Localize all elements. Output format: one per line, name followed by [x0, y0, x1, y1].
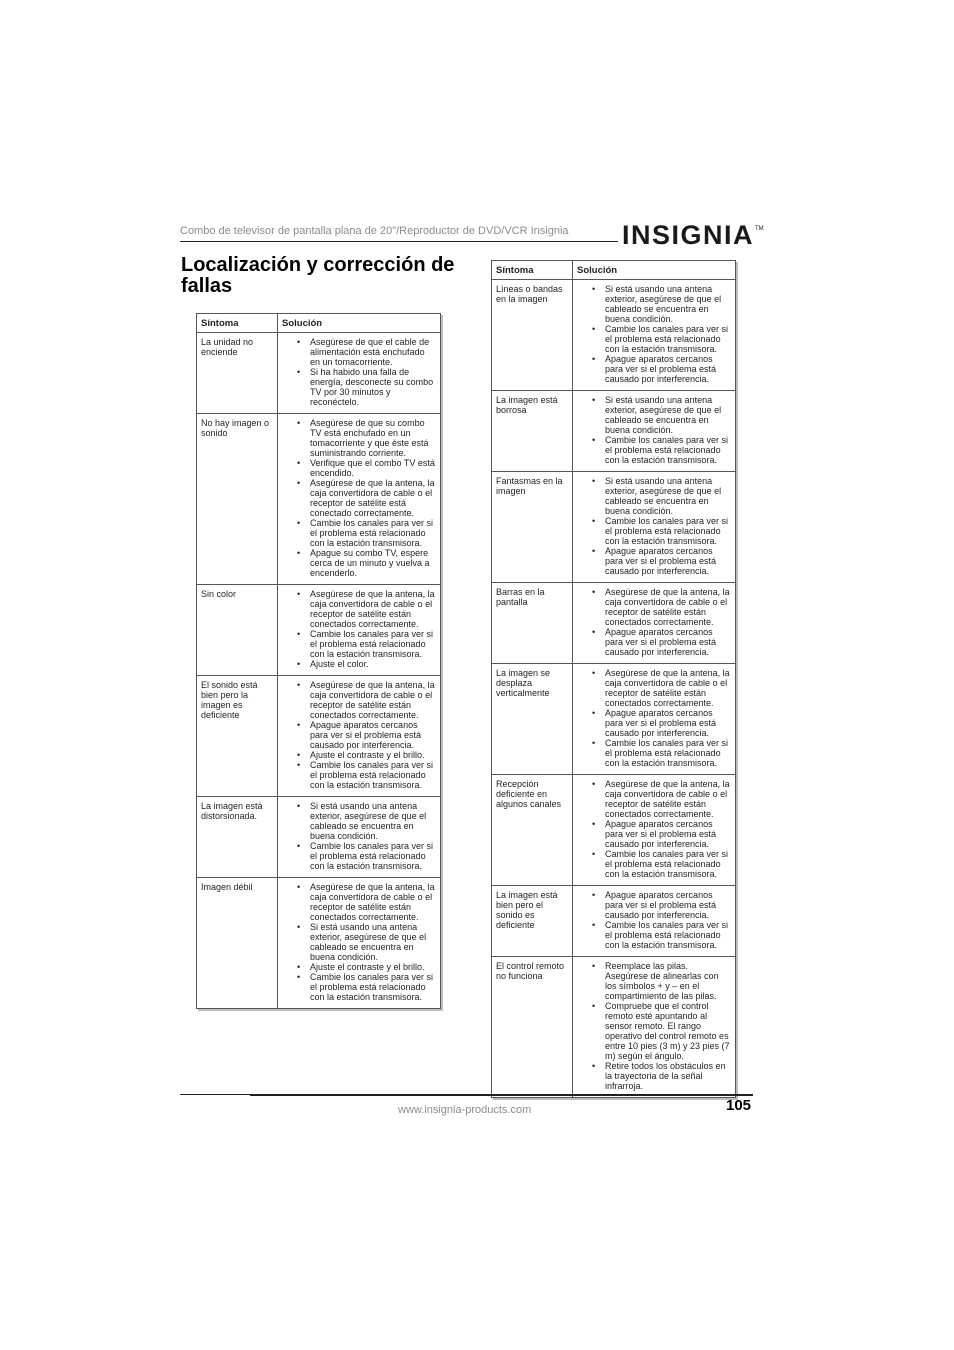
- solution-item: • Asegúrese de que su combo TV está enchufado en un tomacorriente y que éste está suministrando corriente.: [310, 418, 437, 458]
- solution-item: • Cambie los canales para ver si el problema está relacionado con la estación transmisora.: [310, 629, 437, 659]
- troubleshooting-table-left: [196, 313, 441, 1009]
- solution-cell: [278, 676, 441, 797]
- solution-item: • Retire todos los obstáculos en la trayectoria de la señal infrarroja.: [605, 1061, 732, 1091]
- table-row: [492, 472, 736, 583]
- solution-list: [278, 801, 437, 871]
- solution-item: • Cambie los canales para ver si el problema está relacionado con la estación transmisora.: [310, 760, 437, 790]
- solution-item: • Asegúrese de que la antena, la caja convertidora de cable o el receptor de satélite están conectados correctamente.: [310, 882, 437, 922]
- solution-item: • Asegúrese de que la antena, la caja convertidora de cable o el receptor de satélite están conectados correctamente.: [605, 668, 732, 708]
- solution-item: • Reemplace las pilas. Asegúrese de alinearlas con los símbolos + y – en el compartimiento de las pilas.: [605, 961, 732, 1001]
- header-rule: [180, 241, 618, 242]
- solution-cell: [573, 775, 736, 886]
- symptom-cell: El sonido está bien pero la imagen es deficiente: [197, 676, 278, 797]
- table-row: [492, 664, 736, 775]
- page-title: Localización y corrección de fallas: [181, 254, 455, 297]
- solution-item: • Asegúrese de que la antena, la caja convertidora de cable o el receptor de satélite están conectados correctamente.: [310, 589, 437, 629]
- page-number: 105: [726, 1097, 752, 1114]
- solution-item: • Cambie los canales para ver si el problema está relacionado con la estación transmisora.: [310, 518, 437, 548]
- table-body: [197, 333, 441, 1009]
- solution-list: [573, 668, 732, 768]
- solution-list: [278, 418, 437, 578]
- solution-item: • Apague aparatos cercanos para ver si el problema está causado por interferencia.: [605, 819, 732, 849]
- symptom-cell: Imagen débil: [197, 878, 278, 1009]
- solution-list: [278, 337, 437, 407]
- solution-list: [573, 779, 732, 879]
- solution-item: • Apague su combo TV, espere cerca de un minuto y vuelva a encenderlo.: [310, 548, 437, 578]
- symptom-cell: El control remoto no funciona: [492, 957, 573, 1098]
- table-row: [492, 280, 736, 391]
- solution-list: [573, 476, 732, 576]
- solution-item: • Cambie los canales para ver si el problema está relacionado con la estación transmisora.: [605, 920, 732, 950]
- solution-item: • Ajuste el color.: [310, 659, 437, 669]
- solution-cell: [278, 797, 441, 878]
- solution-cell: [573, 664, 736, 775]
- solution-cell: [278, 333, 441, 414]
- logo-text: INSIGNIA: [622, 220, 755, 250]
- solution-item: • Si está usando una antena exterior, asegúrese de que el cableado se encuentra en buena condición.: [605, 476, 732, 516]
- solution-item: • Cambie los canales para ver si el problema está relacionado con la estación transmisora.: [605, 738, 732, 768]
- header-symptom: Síntoma: [197, 314, 278, 333]
- solution-list: [278, 882, 437, 1002]
- solution-item: • Cambie los canales para ver si el problema está relacionado con la estación transmisora.: [605, 849, 732, 879]
- solution-item: • Asegúrese de que el cable de alimentación está enchufado en un tomacorriente.: [310, 337, 437, 367]
- symptom-cell: Sin color: [197, 585, 278, 676]
- solution-item: • Cambie los canales para ver si el problema está relacionado con la estación transmisora.: [310, 841, 437, 871]
- solution-item: • Cambie los canales para ver si el problema está relacionado con la estación transmisora.: [605, 435, 732, 465]
- table-row: [492, 775, 736, 886]
- solution-item: • Ajuste el contraste y el brillo.: [310, 962, 437, 972]
- solution-list: [573, 961, 732, 1091]
- solution-cell: [573, 391, 736, 472]
- table-row: [492, 391, 736, 472]
- solution-item: • Apague aparatos cercanos para ver si el problema está causado por interferencia.: [605, 890, 732, 920]
- solution-item: • Asegúrese de que la antena, la caja convertidora de cable o el receptor de satélite están conectados correctamente.: [310, 680, 437, 720]
- solution-item: • Cambie los canales para ver si el problema está relacionado con la estación transmisora.: [605, 516, 732, 546]
- table-row: [492, 886, 736, 957]
- solution-cell: [278, 585, 441, 676]
- table-row: [197, 676, 441, 797]
- solution-cell: [573, 472, 736, 583]
- solution-item: • Asegúrese de que la antena, la caja convertidora de cable o el receptor de satélite están conectados correctamente.: [605, 779, 732, 819]
- solution-item: • Apague aparatos cercanos para ver si el problema está causado por interferencia.: [605, 627, 732, 657]
- table-body: [492, 280, 736, 1098]
- table-row: [197, 333, 441, 414]
- solution-item: • Apague aparatos cercanos para ver si el problema está causado por interferencia.: [605, 354, 732, 384]
- solution-item: • Compruebe que el control remoto esté apuntando al sensor remoto. El rango operativo del control remoto es entre 10 pies (3 m) y 23 pies (7 m) según el ángulo.: [605, 1001, 732, 1061]
- symptom-cell: La unidad no enciende: [197, 333, 278, 414]
- table-header-row: [492, 261, 736, 280]
- symptom-cell: Líneas o bandas en la imagen: [492, 280, 573, 391]
- solution-cell: [278, 414, 441, 585]
- header-product-text: Combo de televisor de pantalla plana de 20"/Reproductor de DVD/VCR Insignia: [180, 225, 569, 237]
- solution-cell: [573, 886, 736, 957]
- solution-item: • Si está usando una antena exterior, asegúrese de que el cableado se encuentra en buena condición.: [310, 922, 437, 962]
- solution-item: • Verifique que el combo TV está encendido.: [310, 458, 437, 478]
- symptom-cell: La imagen se desplaza verticalmente: [492, 664, 573, 775]
- solution-cell: [573, 280, 736, 391]
- solution-cell: [278, 878, 441, 1009]
- header-symptom: Síntoma: [492, 261, 573, 280]
- solution-list: [573, 284, 732, 384]
- solution-cell: [573, 583, 736, 664]
- insignia-logo: [622, 220, 763, 251]
- solution-item: • Apague aparatos cercanos para ver si el problema está causado por interferencia.: [310, 720, 437, 750]
- table-row: [197, 414, 441, 585]
- symptom-cell: La imagen está bien pero el sonido es deficiente: [492, 886, 573, 957]
- table-header-row: [197, 314, 441, 333]
- solution-item: • Cambie los canales para ver si el problema está relacionado con la estación transmisora.: [605, 324, 732, 354]
- table-row: [492, 957, 736, 1098]
- symptom-cell: Barras en la pantalla: [492, 583, 573, 664]
- footer-url: www.insignia-products.com: [398, 1104, 532, 1116]
- solution-item: • Ajuste el contraste y el brillo.: [310, 750, 437, 760]
- solution-item: • Asegúrese de que la antena, la caja convertidora de cable o el receptor de satélite está conectado correctamente.: [310, 478, 437, 518]
- header-solution: Solución: [278, 314, 441, 333]
- footer-rule-thick: [250, 1094, 753, 1096]
- symptom-cell: Fantasmas en la imagen: [492, 472, 573, 583]
- symptom-cell: La imagen está distorsionada.: [197, 797, 278, 878]
- table-row: [197, 797, 441, 878]
- solution-list: [573, 587, 732, 657]
- solution-item: • Apague aparatos cercanos para ver si el problema está causado por interferencia.: [605, 546, 732, 576]
- table-row: [492, 583, 736, 664]
- solution-list: [573, 890, 732, 950]
- symptom-cell: La imagen está borrosa: [492, 391, 573, 472]
- solution-cell: [573, 957, 736, 1098]
- troubleshooting-table-right: [491, 260, 736, 1098]
- solution-list: [278, 680, 437, 790]
- solution-item: • Si ha habido una falla de energía, desconecte su combo TV por 30 minutos y reconéctelo.: [310, 367, 437, 407]
- logo-trademark: TM: [755, 226, 764, 232]
- solution-item: • Cambie los canales para ver si el problema está relacionado con la estación transmisora.: [310, 972, 437, 1002]
- solution-list: [573, 395, 732, 465]
- header-solution: Solución: [573, 261, 736, 280]
- solution-item: • Apague aparatos cercanos para ver si el problema está causado por interferencia.: [605, 708, 732, 738]
- table-row: [197, 878, 441, 1009]
- symptom-cell: Recepción deficiente en algunos canales: [492, 775, 573, 886]
- table-row: [197, 585, 441, 676]
- symptom-cell: No hay imagen o sonido: [197, 414, 278, 585]
- solution-list: [278, 589, 437, 669]
- solution-item: • Asegúrese de que la antena, la caja convertidora de cable o el receptor de satélite están conectados correctamente.: [605, 587, 732, 627]
- solution-item: • Si está usando una antena exterior, asegúrese de que el cableado se encuentra en buena condición.: [310, 801, 437, 841]
- solution-item: • Si está usando una antena exterior, asegúrese de que el cableado se encuentra en buena condición.: [605, 395, 732, 435]
- solution-item: • Si está usando una antena exterior, asegúrese de que el cableado se encuentra en buena condición.: [605, 284, 732, 324]
